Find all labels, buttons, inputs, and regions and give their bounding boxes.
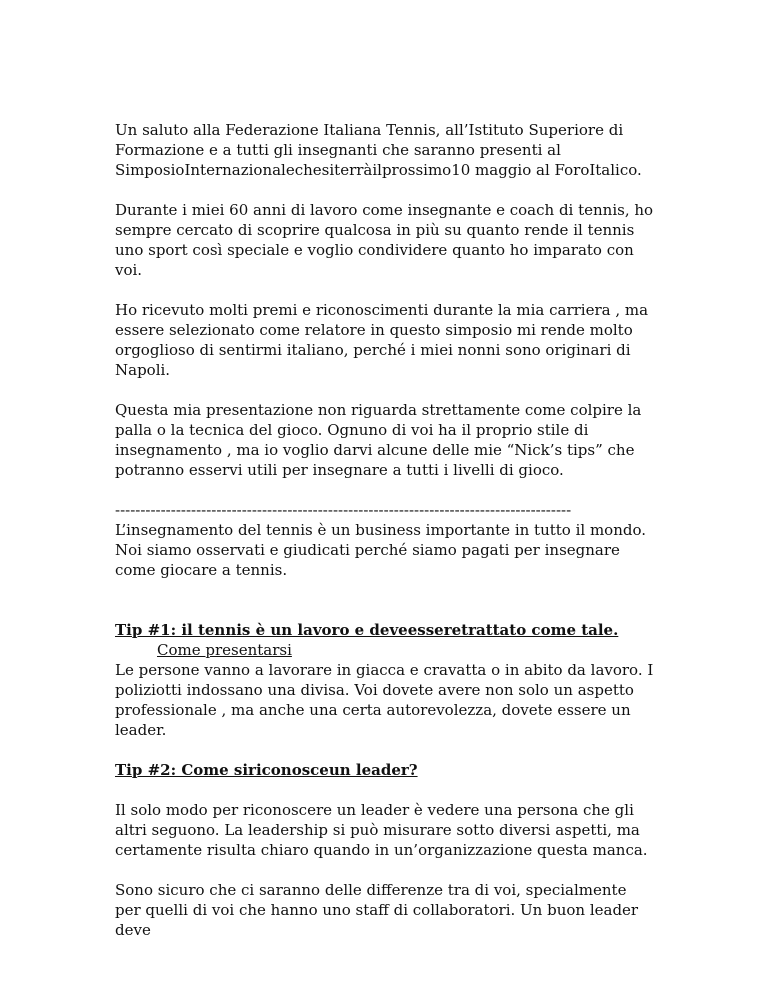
paragraph-career: Durante i miei 60 anni di lavoro come insegnante e coach di tennis, ho sempre cercato di scoprire qualcosa in più su quanto rende il tennis uno sport così speciale e voglio condividere quanto ho imparato con voi. <box>115 201 654 279</box>
paragraph-business: L’insegnamento del tennis è un business importante in tutto il mondo. Noi siamo osservati e giudicati perché siamo pagati per insegnare come giocare a tennis. <box>115 521 646 579</box>
tip2-body-leader: Il solo modo per riconoscere un leader è vedere una persona che gli altri seguono. La leadership si può misurare sotto diversi aspetti, ma certamente risulta chiaro quando in un’organizzazione questa manca. <box>115 801 648 859</box>
tip1-heading: Tip #1: il tennis è un lavoro e deveesseretrattato come tale. <box>115 621 619 639</box>
document-page <box>115 120 655 940</box>
tip1-body: Le persone vanno a lavorare in giacca e cravatta o in abito da lavoro. I poliziotti indossano una divisa. Voi dovete avere non solo un aspetto professionale , ma anche una certa autorevolezza, dovete essere un leader. <box>115 661 654 739</box>
separator-line: ------------------------------------------------------------------------------------------ <box>115 501 572 519</box>
tip2-heading: Tip #2: Come siriconosceun leader? <box>115 761 418 779</box>
paragraph-presentation: Questa mia presentazione non riguarda strettamente come colpire la palla o la tecnica del gioco. Ognuno di voi ha il proprio stile di insegnamento , ma io voglio darvi alcune delle mie “Nick’s tips” che potranno esservi utili per insegnare a tutti i livelli di gioco. <box>115 401 642 479</box>
paragraph-greeting: Un saluto alla Federazione Italiana Tennis, all’Istituto Superiore di Formazione e a tutti gli insegnanti che saranno presenti al SimposioInternazionalechesiterràilprossimo10 maggio al ForoItalico. <box>115 121 642 179</box>
paragraph-awards: Ho ricevuto molti premi e riconoscimenti durante la mia carriera , ma essere selezionato come relatore in questo simposio mi rende molto orgoglioso di sentirmi italiano, perché i miei nonni sono originari di Napoli. <box>115 301 649 379</box>
tip1-subheading: Come presentarsi <box>157 641 292 659</box>
tip2-body-differences: Sono sicuro che ci saranno delle differenze tra di voi, specialmente per quelli di voi che hanno uno staff di collaboratori. Un buon leader deve <box>115 881 639 939</box>
